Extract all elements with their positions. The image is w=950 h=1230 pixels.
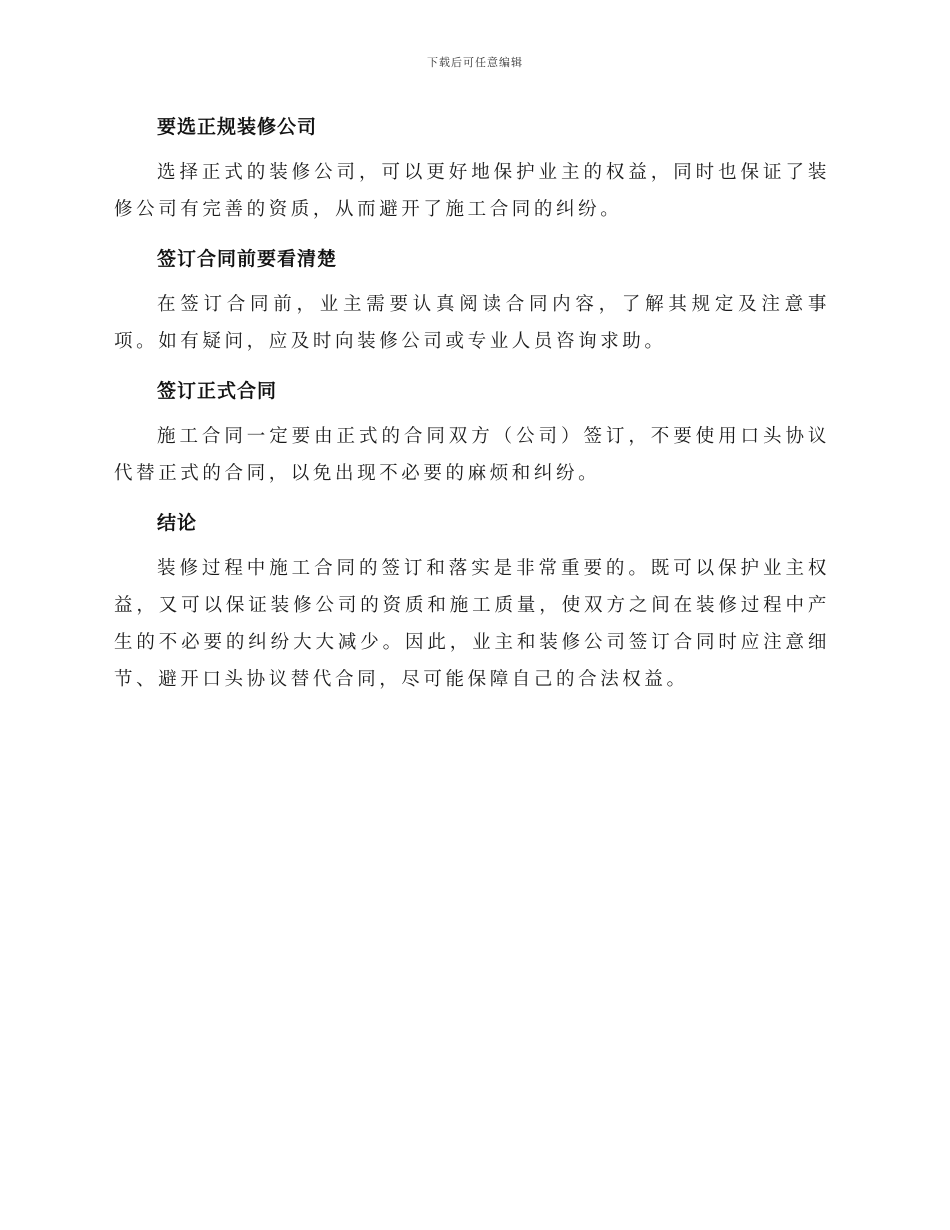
- section-heading: 签订合同前要看清楚: [157, 248, 338, 270]
- section-heading: 签订正式合同: [157, 380, 278, 402]
- section-read-contract: [114, 244, 830, 360]
- section-choose-company: [114, 112, 830, 228]
- section-heading: 要选正规装修公司: [157, 116, 318, 138]
- section-paragraph: 在签订合同前，业主需要认真阅读合同内容，了解其规定及注意事项。如有疑问，应及时向装修公司或专业人员咨询求助。: [114, 294, 830, 352]
- section-formal-contract: [114, 376, 830, 492]
- section-conclusion: [114, 508, 830, 698]
- section-paragraph: 选择正式的装修公司，可以更好地保护业主的权益，同时也保证了装修公司有完善的资质，从而避开了施工合同的纠纷。: [114, 162, 830, 220]
- page-header: 下载后可任意编辑: [427, 56, 523, 69]
- document-body: [114, 112, 830, 714]
- section-heading: 结论: [157, 512, 198, 534]
- section-paragraph: 装修过程中施工合同的签订和落实是非常重要的。既可以保护业主权益，又可以保证装修公司的资质和施工质量，使双方之间在装修过程中产生的不必要的纠纷大大减少。因此，业主和装修公司签订合同时应注意细节、避开口头协议替代合同，尽可能保障自己的合法权益。: [114, 558, 830, 690]
- section-paragraph: 施工合同一定要由正式的合同双方（公司）签订，不要使用口头协议代替正式的合同，以免出现不必要的麻烦和纠纷。: [114, 426, 830, 484]
